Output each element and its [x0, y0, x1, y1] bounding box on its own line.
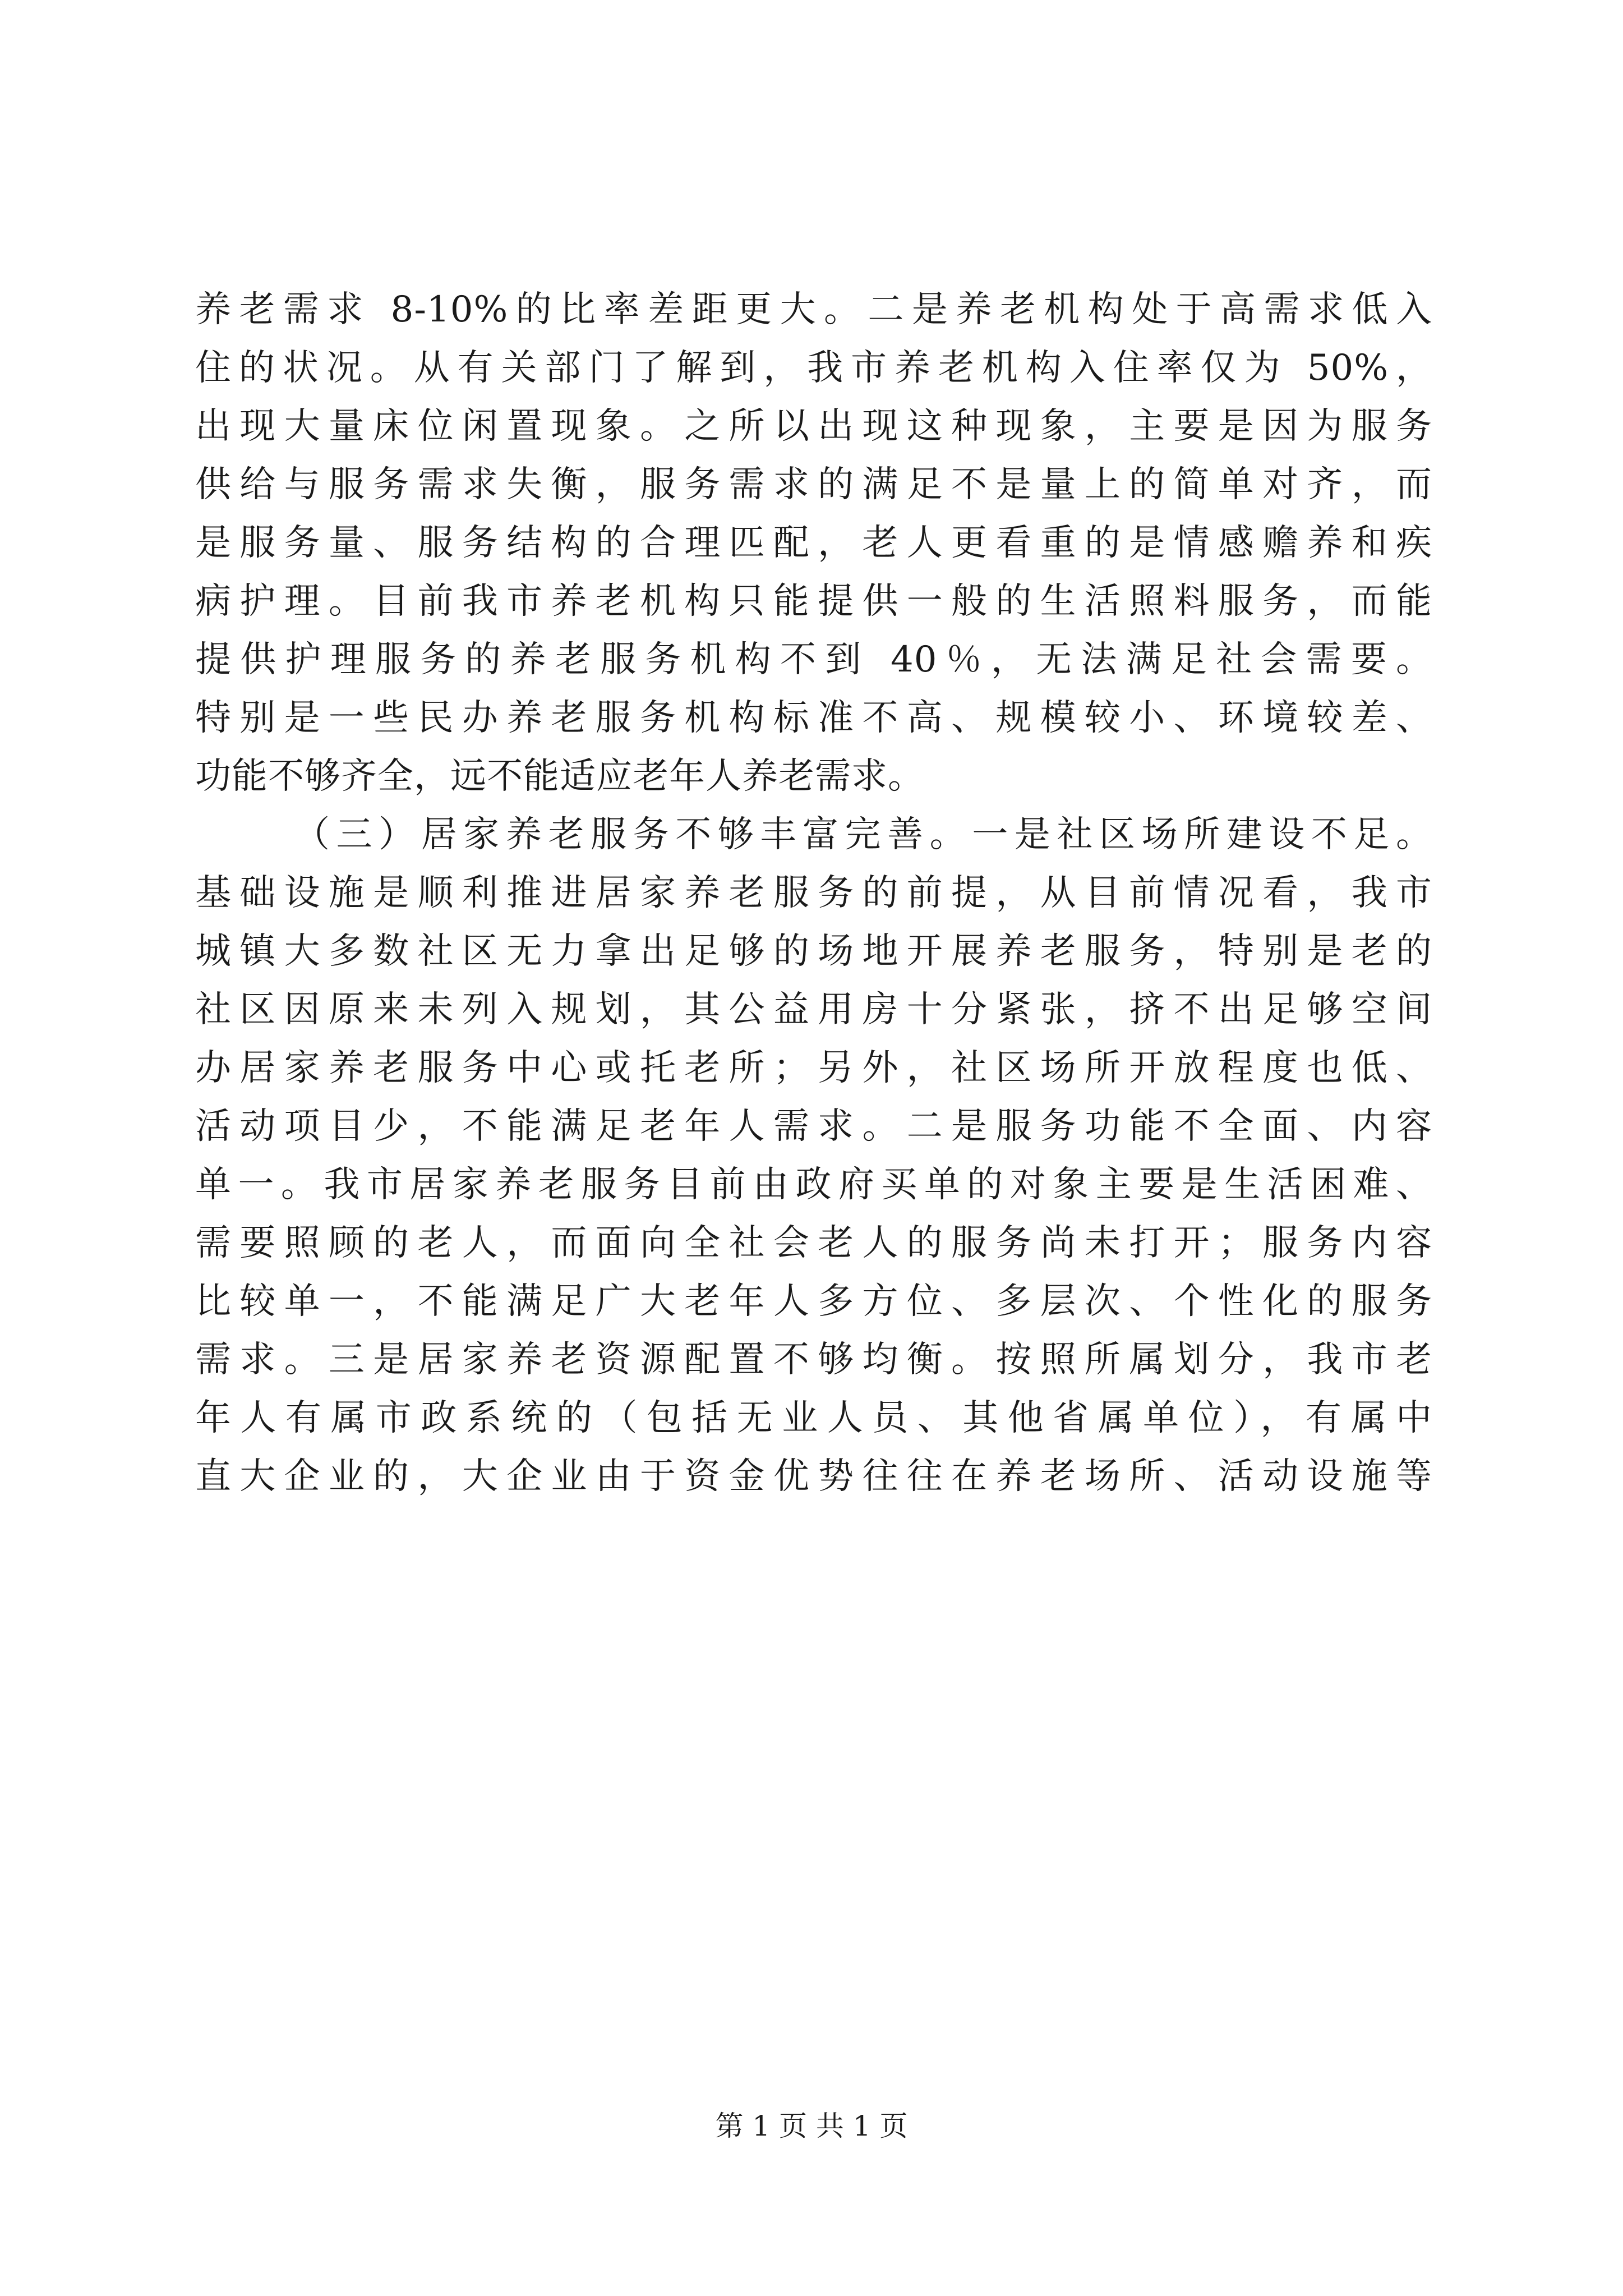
- text-line: 特别是一些民办养老服务机构标准不高、规模较小、环境较差、: [195, 697, 1432, 739]
- text-line: 住的状况。从有关部门了解到，我市养老机构入住率仅为 50%，: [195, 347, 1432, 389]
- text-line: 供给与服务需求失衡，服务需求的满足不是量上的简单对齐，而: [195, 464, 1432, 505]
- text-line: 年人有属市政系统的（包括无业人员、其他省属单位），有属中: [195, 1397, 1432, 1439]
- section-heading-line: （三）居家养老服务不够丰富完善。一是社区场所建设不足。: [294, 814, 1432, 855]
- text-line: 需要照顾的老人，而面向全社会老人的服务尚未打开；服务内容: [195, 1222, 1432, 1264]
- text-line: 提供护理服务的养老服务机构不到 40％，无法满足社会需要。: [195, 639, 1432, 680]
- text-line: 比较单一，不能满足广大老年人多方位、多层次、个性化的服务: [195, 1281, 1432, 1322]
- text-line: 城镇大多数社区无力拿出足够的场地开展养老服务，特别是老的: [195, 931, 1432, 972]
- text-line: 是服务量、服务结构的合理匹配，老人更看重的是情感赡养和疾: [195, 522, 1432, 564]
- text-line: 养老需求 8-10%的比率差距更大。二是养老机构处于高需求低入: [195, 289, 1432, 330]
- text-line: 办居家养老服务中心或托老所；另外，社区场所开放程度也低、: [195, 1047, 1432, 1089]
- text-line: 社区因原来未列入规划，其公益用房十分紧张，挤不出足够空间: [195, 989, 1432, 1030]
- page-number-footer: 第 1 页 共 1 页: [715, 2110, 908, 2142]
- text-line: 直大企业的，大企业由于资金优势往往在养老场所、活动设施等: [195, 1456, 1432, 1497]
- text-line: 单一。我市居家养老服务目前由政府买单的对象主要是生活困难、: [195, 1164, 1432, 1205]
- text-line: 需求。三是居家养老资源配置不够均衡。按照所属划分，我市老: [195, 1339, 1432, 1381]
- text-line: 病护理。目前我市养老机构只能提供一般的生活照料服务，而能: [195, 581, 1432, 622]
- text-line: 活动项目少，不能满足老年人需求。二是服务功能不全面、内容: [195, 1106, 1432, 1147]
- text-line: 基础设施是顺利推进居家养老服务的前提，从目前情况看，我市: [195, 872, 1432, 914]
- body-text: [195, 280, 1432, 1506]
- paragraph-end-line: 功能不够齐全，远不能适应老年人养老需求。: [195, 756, 924, 797]
- text-line: 出现大量床位闲置现象。之所以出现这种现象，主要是因为服务: [195, 406, 1432, 447]
